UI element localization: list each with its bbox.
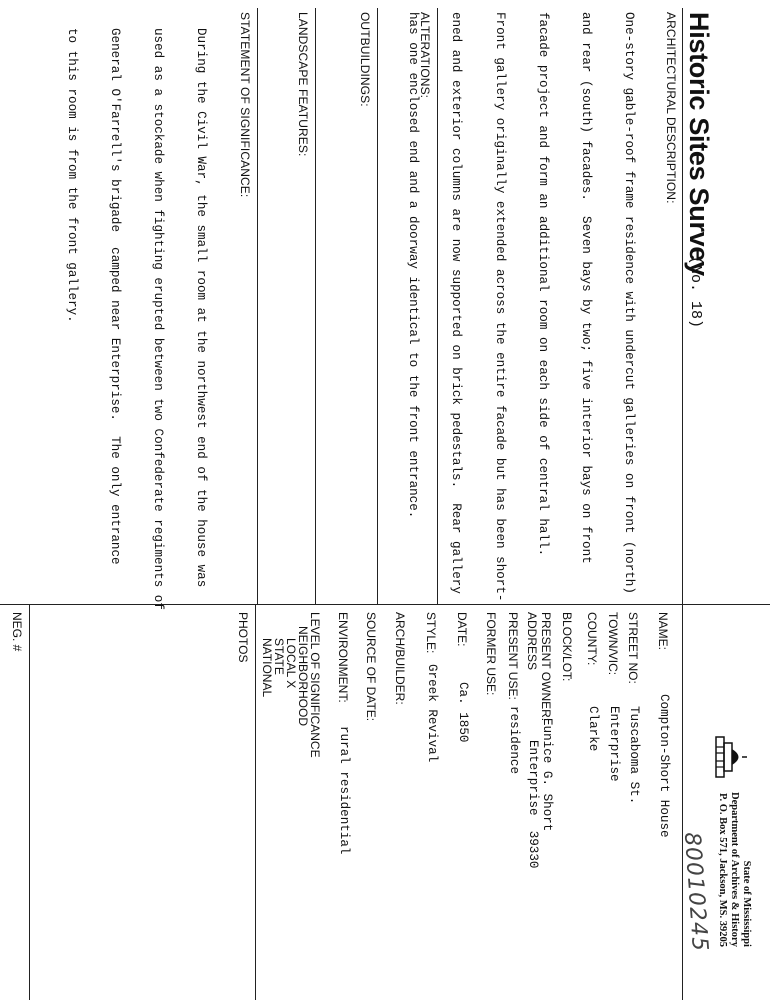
text-line: General O'Farrell's brigade camped near Enterprise. The only entrance (107, 28, 122, 565)
negative-number-label: NEG. # (10, 612, 24, 652)
block-lot-label: BLOCK/LOT: (560, 612, 574, 682)
name-value: Compton-Short House (657, 694, 671, 838)
alterations-label: ALTERATIONS: (418, 12, 432, 99)
text-line (21, 28, 35, 610)
text-line: During the Civil War, the small room at the northwest end of the house was (194, 28, 209, 588)
town-label: TOWN/VIC: (606, 612, 620, 676)
date-value: Ca. 1850 (456, 682, 470, 743)
text-line: and rear (south) facades. Seven bays by two; five interior bays on front (578, 12, 593, 564)
level-local: LOCAL X (284, 638, 298, 689)
outbuildings-label: OUTBUILDINGS: (358, 12, 372, 107)
style-value: Greek Revival (425, 664, 439, 763)
arch-builder-label: ARCH/BUILDER: (393, 612, 407, 705)
arch-description-label: ARCHITECTURAL DESCRIPTION: (664, 12, 678, 204)
rule-significance (257, 8, 258, 604)
style-label: STYLE: (424, 612, 438, 654)
street-label: STREET NO: (626, 612, 640, 684)
present-owner-value: Eunice G. Short (540, 718, 554, 832)
agency-department: Department of Archives & History (729, 792, 740, 947)
agency-block (716, 792, 752, 947)
rule-landscape (315, 8, 316, 604)
level-of-significance-label: LEVEL OF SIGNIFICANCE (308, 612, 322, 758)
level-neighborhood: NEIGHBORHOOD (296, 626, 310, 727)
text-line: ened and exterior columns are now supported on brick pedestals. Rear gallery (449, 12, 464, 594)
source-of-date-label: SOURCE OF DATE: (364, 612, 378, 722)
text-line: to this room is from the front gallery. (64, 28, 79, 323)
text-line: One-story gable-roof frame residence with undercut galleries on front (north) (622, 12, 637, 594)
environment-label: ENVIRONMENT: (336, 612, 350, 703)
survey-number: (No. 18) (687, 256, 704, 329)
county-value: Clarke (586, 706, 600, 752)
county-label: COUNTY: (585, 612, 599, 666)
former-use-label: FORMER USE: (484, 612, 498, 696)
level-national: NATIONAL (260, 638, 274, 698)
photos-label: PHOTOS (236, 612, 250, 663)
landscape-label: LANDSCAPE FEATURES: (296, 12, 310, 157)
agency-state: State of Mississippi (741, 860, 752, 947)
rule-neg (29, 604, 30, 1000)
rule-photos (255, 604, 256, 1000)
present-use-label: PRESENT USE: (506, 612, 520, 700)
state-capitol-seal-icon (714, 733, 748, 781)
date-label: DATE: (455, 612, 469, 647)
significance-label: STATEMENT OF SIGNIFICANCE: (238, 12, 252, 198)
name-label: NAME: (656, 612, 670, 651)
environment-value: rural residential (337, 726, 351, 855)
handwritten-reference: 80010245 (678, 831, 713, 953)
address-label: ADDRESS (525, 612, 539, 671)
town-value: Enterprise (607, 706, 621, 782)
present-owner-label: PRESENT OWNER: (539, 612, 553, 722)
address-value: Enterprise 39330 (526, 740, 540, 869)
form-title: Historic Sites Survey (684, 12, 714, 276)
significance-text (0, 28, 237, 610)
agency-address: P. O. Box 571, Jackson, MS. 39205 (717, 793, 728, 947)
present-use-value: residence (507, 706, 521, 775)
level-state: STATE (272, 638, 286, 675)
arch-description-text (377, 12, 665, 601)
text-line: used as a stockade when fighting erupted between two Confederate regiments of (150, 28, 165, 610)
street-value: Tuscaboma St. (627, 706, 641, 805)
text-line: has one enclosed end and a doorway identical to the front entrance. (406, 12, 421, 519)
text-line: facade project and form an additional room on each side of central hall. (535, 12, 550, 557)
text-line: Front gallery originally extended across the entire facade but has been short- (492, 12, 507, 602)
